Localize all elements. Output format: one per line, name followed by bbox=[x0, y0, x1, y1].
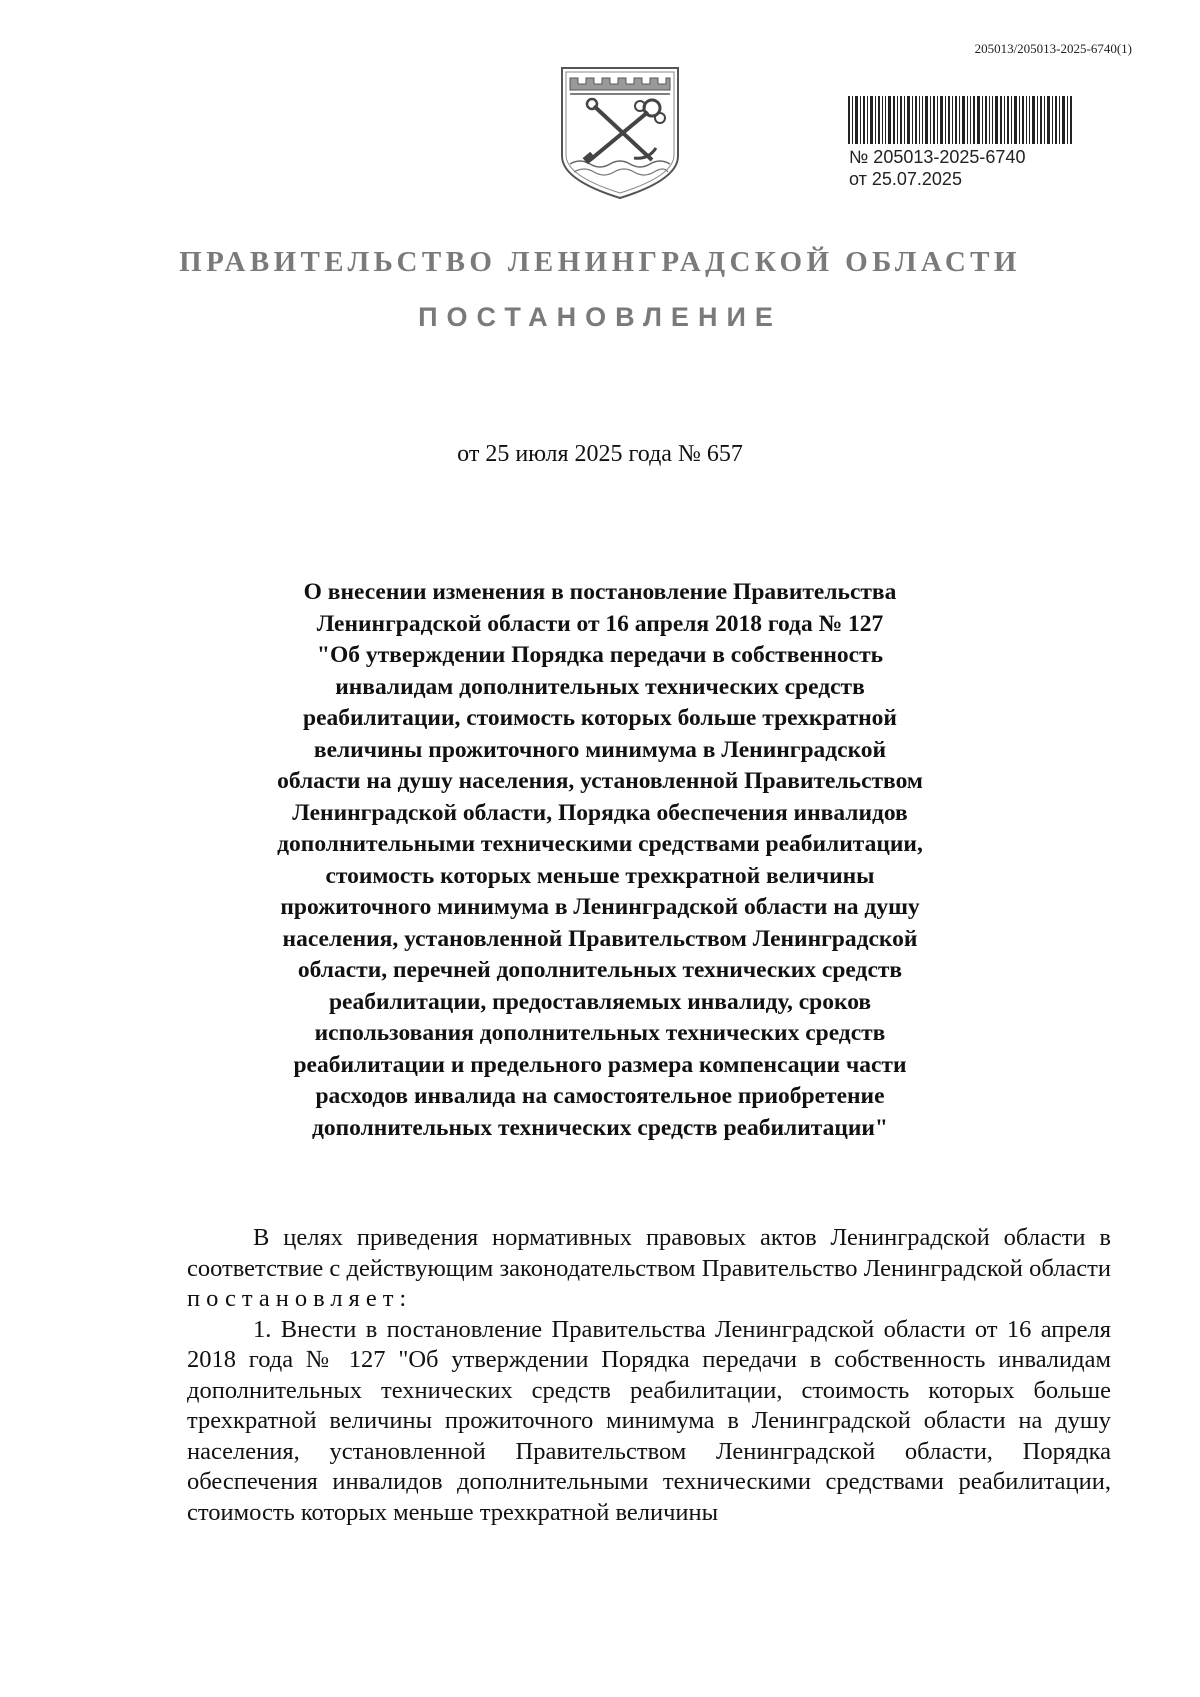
subject-line: области, перечней дополнительных технических средств bbox=[297, 957, 903, 983]
resolves-word: постановляет: bbox=[187, 1285, 413, 1312]
subject-line: "Об утверждении Порядка передачи в собственность bbox=[316, 642, 884, 668]
subject-line: дополнительных технических средств реабилитации" bbox=[312, 1114, 888, 1141]
registration-number: № 205013-2025-6740 bbox=[849, 147, 1026, 167]
leningrad-oblast-coat-of-arms-icon bbox=[556, 60, 684, 200]
subject-line: реабилитации и предельного размера компенсации части bbox=[293, 1051, 907, 1078]
preamble-text: В целях приведения нормативных правовых актов Ленинградской области в соответствие с действующим законодательством Правительство Ленинградской области bbox=[187, 1224, 1111, 1282]
subject-line: О внесении изменения в постановление Правительства bbox=[303, 579, 897, 605]
registration-date: от 25.07.2025 bbox=[849, 169, 962, 189]
subject-line: дополнительными техническими средствами реабилитации, bbox=[277, 831, 923, 857]
barcode-icon bbox=[848, 96, 1072, 144]
document-subject bbox=[230, 577, 970, 1144]
subject-line: инвалидам дополнительных технических средств bbox=[335, 673, 865, 700]
body-paragraph-item-1: 1. Внести в постановление Правительства Ленинградской области от 16 апреля 2018 года № 127 "Об утверждении Порядка передачи в собственность инвалидам дополнительных технических средств реабилитации, стоимость которых больше трехкратной величины прожиточного минимума в Ленинградской области на душу населения, установленной Правительством Ленинградской области, Порядка обеспечения инвалидов дополнительными техническими средствами реабилитации, стоимость которых меньше трехкратной величины bbox=[187, 1315, 1111, 1526]
body-paragraph-preamble bbox=[187, 1223, 1111, 1315]
subject-line: реабилитации, предоставляемых инвалиду, сроков bbox=[328, 988, 872, 1015]
subject-line: населения, установленной Правительством Ленинградской bbox=[282, 925, 918, 952]
government-title: ПРАВИТЕЛЬСТВО ЛЕНИНГРАДСКОЙ ОБЛАСТИ bbox=[179, 246, 1021, 278]
subject-line: стоимость которых меньше трехкратной величины bbox=[325, 862, 875, 889]
subject-line: Ленинградской области от 16 апреля 2018 года № 127 bbox=[316, 610, 884, 637]
subject-line: прожиточного минимума в Ленинградской области на душу bbox=[280, 894, 920, 920]
document-id: 205013/205013-2025-6740(1) bbox=[974, 41, 1132, 56]
document-body bbox=[187, 1223, 1111, 1528]
subject-line: использования дополнительных технических средств bbox=[314, 1020, 886, 1046]
registration-block bbox=[849, 146, 1025, 190]
document-date-number: от 25 июля 2025 года № 657 bbox=[457, 441, 743, 467]
subject-line: реабилитации, стоимость которых больше трехкратной bbox=[303, 705, 897, 731]
document-type-title: ПОСТАНОВЛЕНИЕ bbox=[418, 302, 782, 332]
subject-line: области на душу населения, установленной Правительством bbox=[277, 768, 923, 794]
subject-line: величины прожиточного минимума в Ленинградской bbox=[313, 736, 887, 763]
subject-line: Ленинградской области, Порядка обеспечения инвалидов bbox=[292, 799, 908, 826]
subject-line: расходов инвалида на самостоятельное приобретение bbox=[315, 1083, 885, 1109]
